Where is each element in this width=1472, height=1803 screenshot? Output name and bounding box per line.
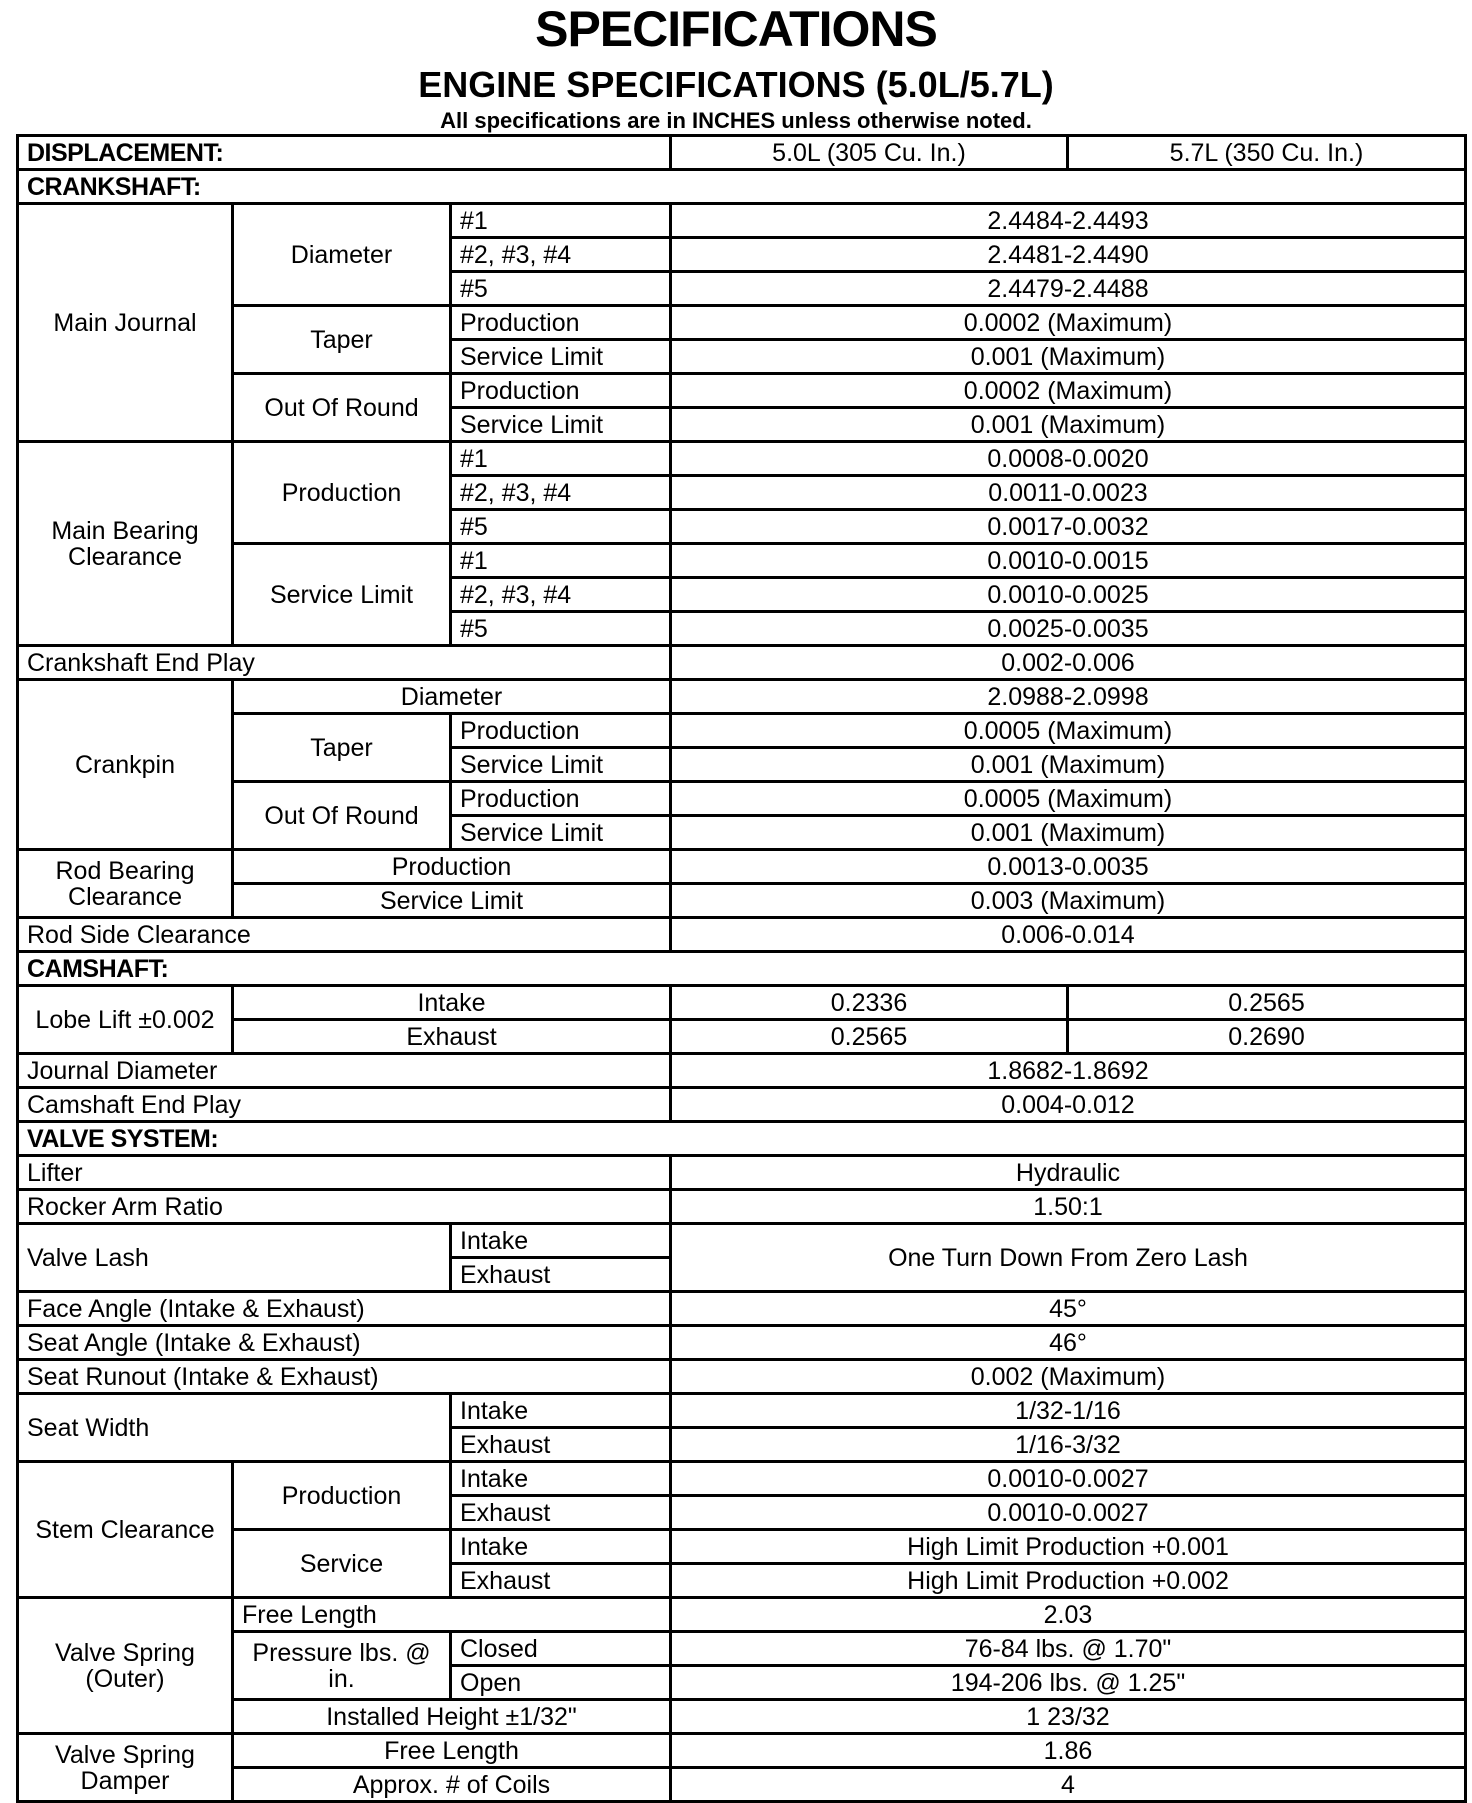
crankpin-label: Crankpin (18, 680, 233, 850)
cell-key: Exhaust (451, 1258, 671, 1292)
cell-value: 0.0011-0.0023 (671, 476, 1466, 510)
pressure-label: Pressure lbs. @ in. (233, 1632, 451, 1700)
lifter-label: Lifter (18, 1156, 671, 1190)
cell-value: 0.2565 (671, 1020, 1068, 1054)
cell-value: 0.0013-0.0035 (671, 850, 1466, 884)
table-row (18, 1700, 1466, 1734)
rocker-label: Rocker Arm Ratio (18, 1190, 671, 1224)
cell-value: 0.0008-0.0020 (671, 442, 1466, 476)
cell-value: 0.002 (Maximum) (671, 1360, 1466, 1394)
section-header (18, 1122, 1466, 1156)
seat-width-label: Seat Width (18, 1394, 451, 1462)
cell-key: Exhaust (451, 1428, 671, 1462)
valve-system-header: VALVE SYSTEM: (18, 1122, 1466, 1156)
cell-value: 0.0017-0.0032 (671, 510, 1466, 544)
cell-value: 0.0010-0.0027 (671, 1462, 1466, 1496)
cell-value: 0.0010-0.0015 (671, 544, 1466, 578)
rod-bearing-label: Rod Bearing Clearance (18, 850, 233, 918)
out-of-round-label: Out Of Round (233, 374, 451, 442)
cell-key: Open (451, 1666, 671, 1700)
cell-key: Exhaust (451, 1496, 671, 1530)
cell-value: 0.0002 (Maximum) (671, 306, 1466, 340)
cell-value: 0.2336 (671, 986, 1068, 1020)
cell-value: 2.4481-2.4490 (671, 238, 1466, 272)
installed-height-label: Installed Height ±1/32" (233, 1700, 671, 1734)
cell-value: 0.0025-0.0035 (671, 612, 1466, 646)
table-row (18, 1768, 1466, 1802)
page-subtitle: ENGINE SPECIFICATIONS (5.0L/5.7L) (418, 64, 1054, 105)
cell-value: 76-84 lbs. @ 1.70" (671, 1632, 1466, 1666)
table-row (18, 1156, 1466, 1190)
cell-value: 2.0988-2.0998 (671, 680, 1466, 714)
table-row (18, 204, 1466, 238)
cell-value: Hydraulic (671, 1156, 1466, 1190)
cell-value: 0.001 (Maximum) (671, 408, 1466, 442)
cell-key: #1 (451, 544, 671, 578)
table-row (18, 1326, 1466, 1360)
cell-key: Free Length (233, 1734, 671, 1768)
cell-value: 4 (671, 1768, 1466, 1802)
seat-runout-label: Seat Runout (Intake & Exhaust) (18, 1360, 671, 1394)
table-row (18, 544, 1466, 578)
cell-key: Service Limit (451, 816, 671, 850)
crankshaft-header: CRANKSHAFT: (18, 170, 1466, 204)
table-row (18, 1734, 1466, 1768)
displacement-label: DISPLACEMENT: (18, 136, 671, 170)
cell-key: Intake (451, 1462, 671, 1496)
cell-key: #5 (451, 612, 671, 646)
table-row (18, 1088, 1466, 1122)
displacement-5-7l: 5.7L (350 Cu. In.) (1068, 136, 1466, 170)
service-label: Service (233, 1530, 451, 1598)
engine-spec-table (16, 134, 1467, 1803)
cell-value: 0.002-0.006 (671, 646, 1466, 680)
table-row (18, 850, 1466, 884)
cell-value: 0.006-0.014 (671, 918, 1466, 952)
cell-value: 45° (671, 1292, 1466, 1326)
table-row (18, 1598, 1466, 1632)
table-row (18, 1360, 1466, 1394)
cell-key: Closed (451, 1632, 671, 1666)
cell-value: 0.004-0.012 (671, 1088, 1466, 1122)
valve-spring-label: Valve Spring (Outer) (18, 1598, 233, 1734)
cell-value: 46° (671, 1326, 1466, 1360)
cell-value: 1.50:1 (671, 1190, 1466, 1224)
cell-key: #1 (451, 204, 671, 238)
table-row (18, 782, 1466, 816)
section-header (18, 170, 1466, 204)
diameter-label: Diameter (233, 204, 451, 306)
table-row (18, 1632, 1466, 1666)
cell-value: 1/16-3/32 (671, 1428, 1466, 1462)
table-row (18, 714, 1466, 748)
cell-key: Intake (451, 1224, 671, 1258)
section-header (18, 952, 1466, 986)
cell-key: Production (451, 306, 671, 340)
cell-value: One Turn Down From Zero Lash (671, 1224, 1466, 1292)
cell-key: #1 (451, 442, 671, 476)
table-row (18, 646, 1466, 680)
cell-value: 0.001 (Maximum) (671, 340, 1466, 374)
cell-value: 1.8682-1.8692 (671, 1054, 1466, 1088)
table-row (18, 1054, 1466, 1088)
free-length-label: Free Length (233, 1598, 671, 1632)
cell-value: 2.4479-2.4488 (671, 272, 1466, 306)
damper-label: Valve Spring Damper (18, 1734, 233, 1802)
cell-value: 0.001 (Maximum) (671, 748, 1466, 782)
service-limit-label: Service Limit (233, 544, 451, 646)
cell-key: Service Limit (233, 884, 671, 918)
journal-diameter-label: Journal Diameter (18, 1054, 671, 1088)
table-row (18, 1224, 1466, 1258)
table-row (18, 374, 1466, 408)
cell-key: Service Limit (451, 408, 671, 442)
cell-key: #2, #3, #4 (451, 578, 671, 612)
rod-side-label: Rod Side Clearance (18, 918, 671, 952)
page-title: SPECIFICATIONS (535, 1, 937, 57)
cell-key: Intake (451, 1394, 671, 1428)
cell-key: Production (451, 782, 671, 816)
crank-end-play-label: Crankshaft End Play (18, 646, 671, 680)
cell-key: Exhaust (233, 1020, 671, 1054)
cell-key: Approx. # of Coils (233, 1768, 671, 1802)
cell-key: Service Limit (451, 748, 671, 782)
main-journal-label: Main Journal (18, 204, 233, 442)
cell-value: 194-206 lbs. @ 1.25" (671, 1666, 1466, 1700)
cell-key: Exhaust (451, 1564, 671, 1598)
cell-value: 1/32-1/16 (671, 1394, 1466, 1428)
stem-clearance-label: Stem Clearance (18, 1462, 233, 1598)
cell-value: High Limit Production +0.002 (671, 1564, 1466, 1598)
out-of-round-label: Out Of Round (233, 782, 451, 850)
cell-value: 0.0005 (Maximum) (671, 714, 1466, 748)
cell-value: 1.86 (671, 1734, 1466, 1768)
taper-label: Taper (233, 306, 451, 374)
table-row (18, 1190, 1466, 1224)
cell-key: Production (451, 374, 671, 408)
table-row (18, 884, 1466, 918)
main-bearing-label: Main Bearing Clearance (18, 442, 233, 646)
cell-key: #5 (451, 272, 671, 306)
table-row (18, 1462, 1466, 1496)
table-row (18, 986, 1466, 1020)
cell-key: #2, #3, #4 (451, 476, 671, 510)
units-note: All specifications are in INCHES unless otherwise noted. (440, 108, 1032, 133)
table-row (18, 918, 1466, 952)
cell-key: Production (233, 850, 671, 884)
cell-value: 0.2690 (1068, 1020, 1466, 1054)
production-label: Production (233, 1462, 451, 1530)
table-row (18, 442, 1466, 476)
camshaft-header: CAMSHAFT: (18, 952, 1466, 986)
crankpin-diameter-label: Diameter (233, 680, 671, 714)
cell-key: Intake (233, 986, 671, 1020)
table-row (18, 306, 1466, 340)
cell-value: 0.0010-0.0027 (671, 1496, 1466, 1530)
cell-key: Production (451, 714, 671, 748)
cell-key: #2, #3, #4 (451, 238, 671, 272)
cell-value: 0.0005 (Maximum) (671, 782, 1466, 816)
cell-value: 0.003 (Maximum) (671, 884, 1466, 918)
cell-value: 1 23/32 (671, 1700, 1466, 1734)
table-row (18, 136, 1466, 170)
seat-angle-label: Seat Angle (Intake & Exhaust) (18, 1326, 671, 1360)
table-row (18, 1530, 1466, 1564)
production-label: Production (233, 442, 451, 544)
face-angle-label: Face Angle (Intake & Exhaust) (18, 1292, 671, 1326)
table-row (18, 680, 1466, 714)
cell-key: Intake (451, 1530, 671, 1564)
cam-end-play-label: Camshaft End Play (18, 1088, 671, 1122)
table-row (18, 1020, 1466, 1054)
displacement-5-0l: 5.0L (305 Cu. In.) (671, 136, 1068, 170)
cell-key: #5 (451, 510, 671, 544)
cell-key: Service Limit (451, 340, 671, 374)
cell-value: 0.001 (Maximum) (671, 816, 1466, 850)
table-row (18, 1394, 1466, 1428)
lobe-lift-label: Lobe Lift ±0.002 (18, 986, 233, 1054)
cell-value: 0.0002 (Maximum) (671, 374, 1466, 408)
taper-label: Taper (233, 714, 451, 782)
table-row (18, 1292, 1466, 1326)
cell-value: High Limit Production +0.001 (671, 1530, 1466, 1564)
cell-value: 0.0010-0.0025 (671, 578, 1466, 612)
cell-value: 0.2565 (1068, 986, 1466, 1020)
cell-value: 2.4484-2.4493 (671, 204, 1466, 238)
cell-value: 2.03 (671, 1598, 1466, 1632)
valve-lash-label: Valve Lash (18, 1224, 451, 1292)
